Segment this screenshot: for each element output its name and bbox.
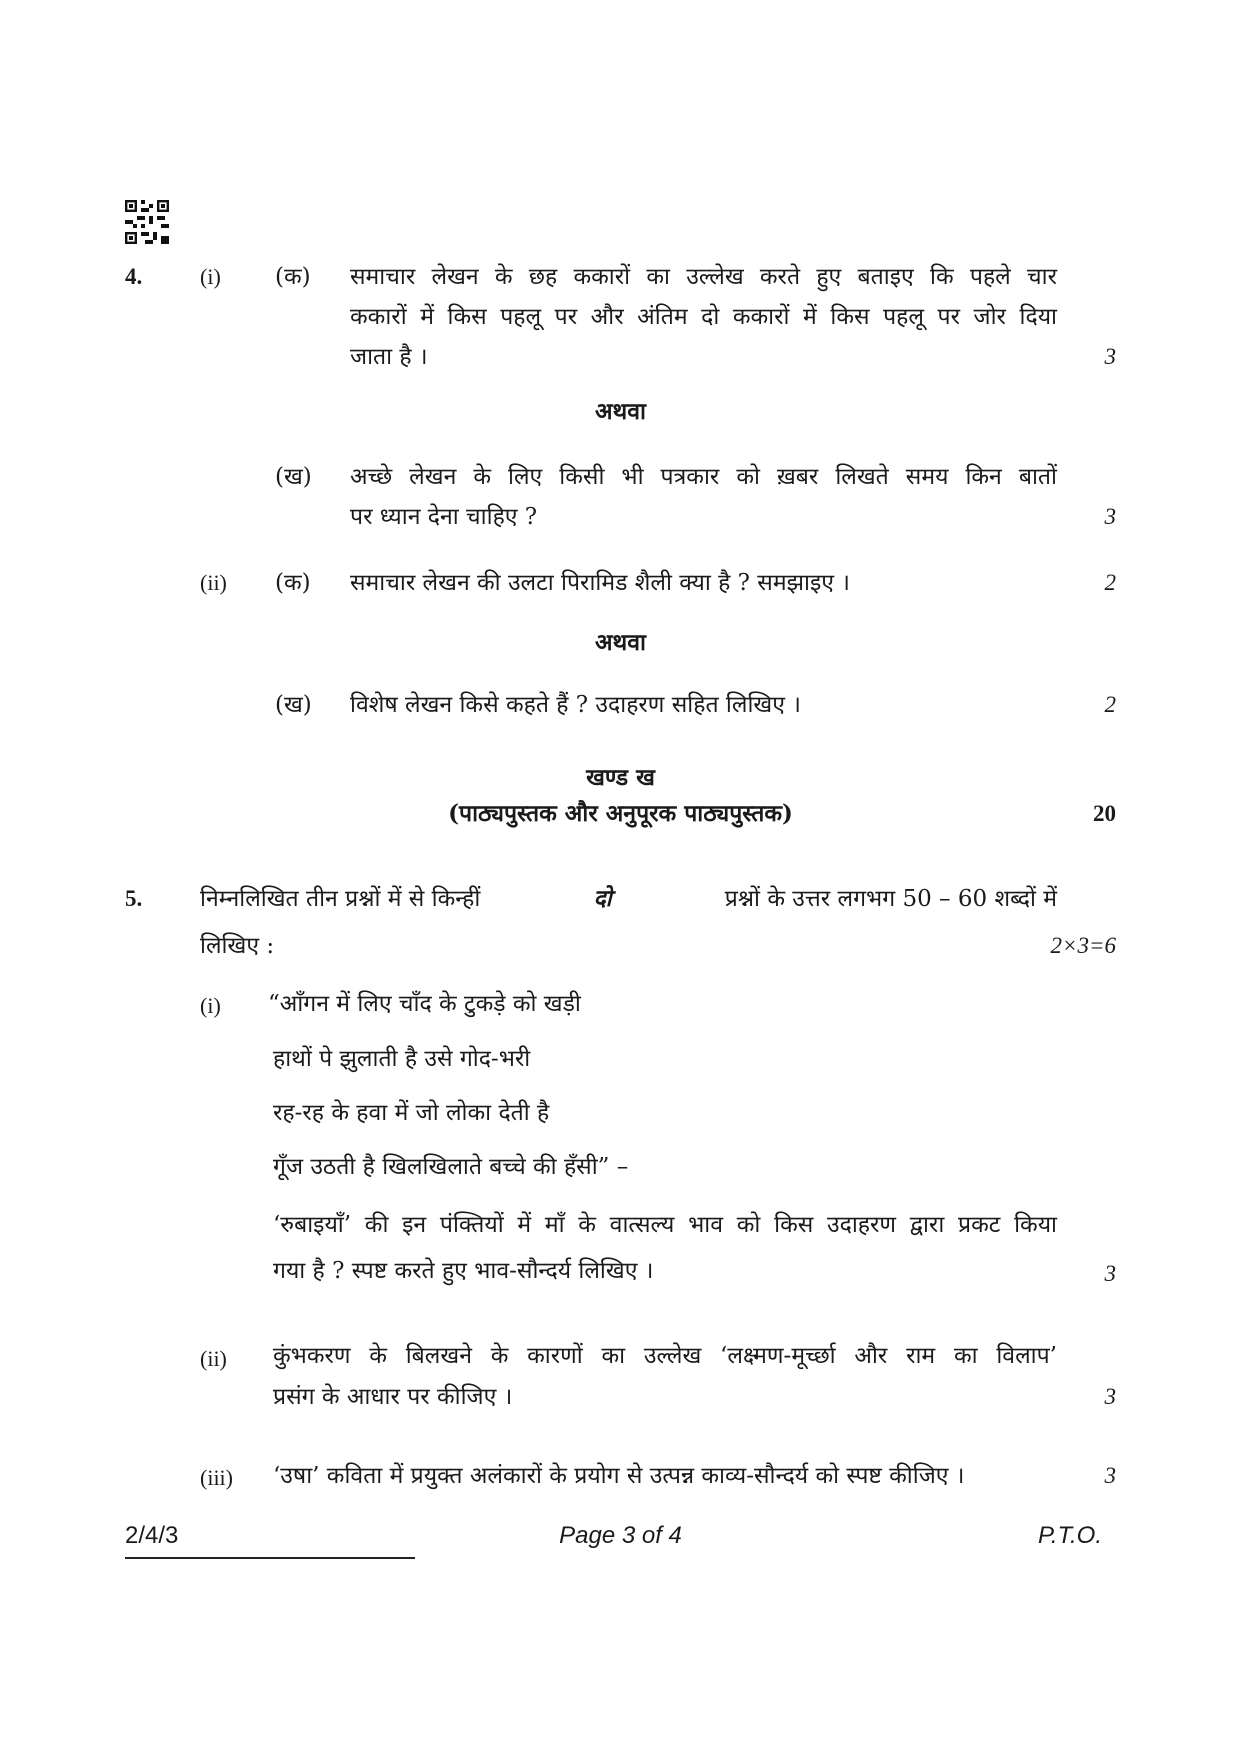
q5-intro-emphasis: दो	[593, 885, 612, 912]
q4-i-a-label: (क)	[275, 264, 311, 290]
question-4-number: 4.	[125, 264, 143, 289]
q4-i-a-line-2: ककारों में किस पहलू पर और अंतिम दो ककारों में किस पहलू पर जोर दिया	[350, 304, 1057, 330]
q4-i-a-marks: 3	[1104, 344, 1116, 369]
q4-i-or: अथवा	[594, 398, 646, 425]
page-number: Page 3 of 4	[559, 1522, 682, 1549]
q5-iii-marks: 3	[1104, 1463, 1116, 1488]
q5-ii-marks: 3	[1104, 1384, 1116, 1409]
section-subtitle: (पाठ्यपुस्तक और अनुपूरक पाठ्यपुस्तक)	[448, 800, 793, 827]
section-title: खण्ड ख	[586, 764, 655, 791]
q5-marks: 2×3=6	[1050, 933, 1116, 958]
pto-label: P.T.O.	[1037, 1522, 1102, 1549]
q5-i-verse-line-3: रह-रह के हवा में जो लोका देती है	[273, 1100, 550, 1126]
q5-intro-post: प्रश्नों के उत्तर लगभग 50 – 60 शब्दों में	[724, 886, 1057, 912]
section-marks: 20	[1093, 801, 1116, 826]
q5-i-question-line-1: ‘रुबाइयाँ’ की इन पंक्तियों में माँ के वात्सल्य भाव को किस उदाहरण द्वारा प्रकट किया	[273, 1212, 1057, 1238]
q5-ii-line-2: प्रसंग के आधार पर कीजिए ।	[273, 1384, 513, 1410]
q5-intro-line-2: लिखिए :	[200, 933, 275, 959]
q5-i-question-line-2: गया है ? स्पष्ट करते हुए भाव-सौन्दर्य लिखिए ।	[273, 1258, 654, 1284]
q5-i-verse-line-1: “आँगन में लिए चाँद के टुकड़े को खड़ी	[268, 991, 581, 1017]
q4-ii-or: अथवा	[594, 629, 646, 656]
q4-part-ii-label: (ii)	[200, 570, 227, 595]
q5-intro-line-1	[200, 878, 1057, 920]
qr-code-icon	[125, 200, 169, 244]
q5-ii-label: (ii)	[200, 1346, 227, 1371]
q4-ii-a-marks: 2	[1104, 570, 1116, 595]
q5-ii-line-1: कुंभकरण के बिलखने के कारणों का उल्लेख ‘लक्ष्मण-मूर्च्छा और राम का विलाप’	[273, 1343, 1057, 1369]
q4-ii-a-label: (क)	[275, 570, 311, 596]
q4-ii-b-text: विशेष लेखन किसे कहते हैं ? उदाहरण सहित लिखिए ।	[350, 692, 801, 718]
footer-divider	[125, 1557, 415, 1559]
footer-code: 2/4/3	[125, 1522, 179, 1549]
q4-ii-a-text: समाचार लेखन की उलटा पिरामिड शैली क्या है ? समझाइए ।	[350, 570, 850, 596]
q5-i-verse-line-2: हाथों पे झुलाती है उसे गोद-भरी	[273, 1046, 531, 1072]
question-5-number: 5.	[125, 886, 143, 911]
q5-iii-label: (iii)	[200, 1465, 233, 1490]
q4-i-b-line-2: पर ध्यान देना चाहिए ?	[350, 504, 538, 530]
q4-ii-b-label: (ख)	[275, 692, 312, 718]
q4-i-a-line-1: समाचार लेखन के छह ककारों का उल्लेख करते हुए बताइए कि पहले चार	[350, 264, 1057, 290]
q5-intro-pre: निम्नलिखित तीन प्रश्नों में से किन्हीं	[200, 886, 481, 912]
q4-part-i-label: (i)	[200, 264, 221, 289]
q4-i-b-label: (ख)	[275, 464, 312, 490]
q5-i-label: (i)	[200, 993, 221, 1018]
q5-i-marks: 3	[1104, 1261, 1116, 1286]
q4-i-a-line-3: जाता है ।	[350, 344, 428, 370]
q5-i-verse-line-4: गूँज उठती है खिलखिलाते बच्चे की हँसी” –	[273, 1154, 629, 1180]
q4-ii-b-marks: 2	[1104, 692, 1116, 717]
q5-iii-text: ‘उषा’ कविता में प्रयुक्त अलंकारों के प्रयोग से उत्पन्न काव्य-सौन्दर्य को स्पष्ट कीजिए ।	[273, 1463, 965, 1489]
q4-i-b-marks: 3	[1104, 504, 1116, 529]
q4-i-b-line-1: अच्छे लेखन के लिए किसी भी पत्रकार को ख़बर लिखते समय किन बातों	[350, 464, 1057, 490]
